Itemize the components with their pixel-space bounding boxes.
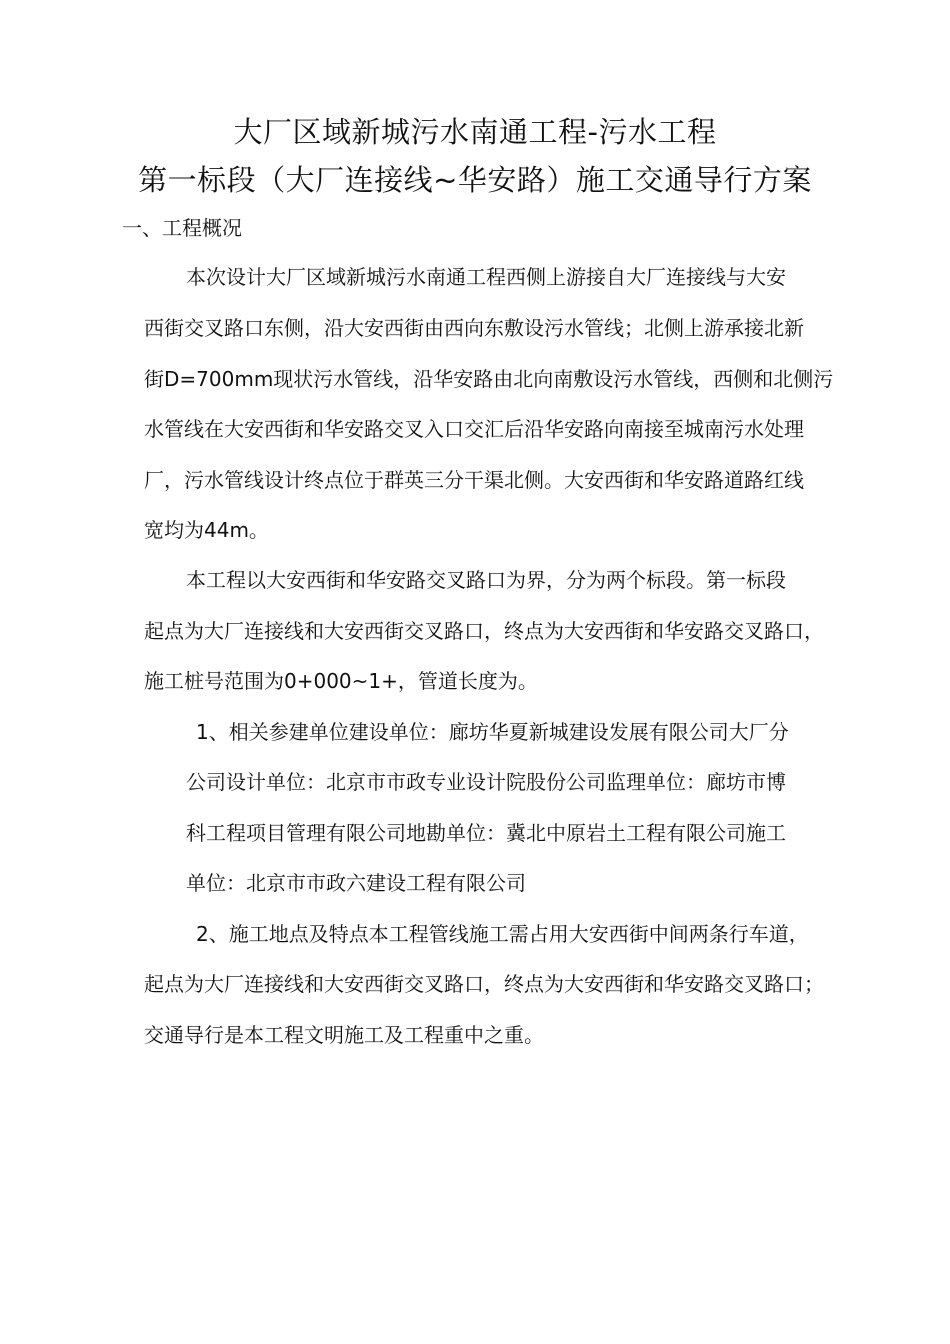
item-1-line-4: 单位：北京市市政六建设工程有限公司 [186,871,526,895]
item-1-line-2: 公司设计单位：北京市市政专业设计院股份公司监理单位：廊坊市博 [186,770,786,794]
paragraph-1-line-5: 厂，污水管线设计终点位于群英三分干渠北侧。大安西街和华安路道路红线 [144,468,804,492]
item-2-line-2: 起点为大厂连接线和大安西街交叉路口，终点为大安西街和华安路交叉路口； [144,972,824,996]
paragraph-2-line-3: 施工桩号范围为0+000~1+，管道长度为。 [144,669,538,693]
item-1-line-3: 科工程项目管理有限公司地勘单位：冀北中原岩土工程有限公司施工 [186,821,786,845]
item-2-line-3: 交通导行是本工程文明施工及工程重中之重。 [144,1023,544,1047]
paragraph-1-line-4: 水管线在大安西街和华安路交叉入口交汇后沿华安路向南接至城南污水处理 [144,417,804,441]
paragraph-2-line-2: 起点为大厂连接线和大安西街交叉路口，终点为大安西街和华安路交叉路口， [144,619,824,643]
paragraph-1-line-6: 宽均为44m。 [144,518,269,542]
paragraph-1-line-1: 本次设计大厂区域新城污水南通工程西侧上游接自大厂连接线与大安 [186,265,786,289]
paragraph-2-line-1: 本工程以大安西街和华安路交叉路口为界，分为两个标段。第一标段 [186,568,786,592]
document-title-line-1: 大厂区域新城污水南通工程-污水工程 [233,115,717,149]
item-2-line-1: 2、施工地点及特点本工程管线施工需占用大安西街中间两条行车道， [196,922,809,946]
document-title-line-2: 第一标段（大厂连接线~华安路）施工交通导行方案 [138,163,812,197]
paragraph-1-line-3: 街D=700mm现状污水管线，沿华安路由北向南敷设污水管线，西侧和北侧污 [144,367,834,391]
item-1-line-1: 1、相关参建单位建设单位：廊坊华夏新城建设发展有限公司大厂分 [196,720,789,744]
section-heading-overview: 一、工程概况 [122,216,242,240]
paragraph-1-line-2: 西街交叉路口东侧，沿大安西街由西向东敷设污水管线；北侧上游承接北新 [144,316,804,340]
